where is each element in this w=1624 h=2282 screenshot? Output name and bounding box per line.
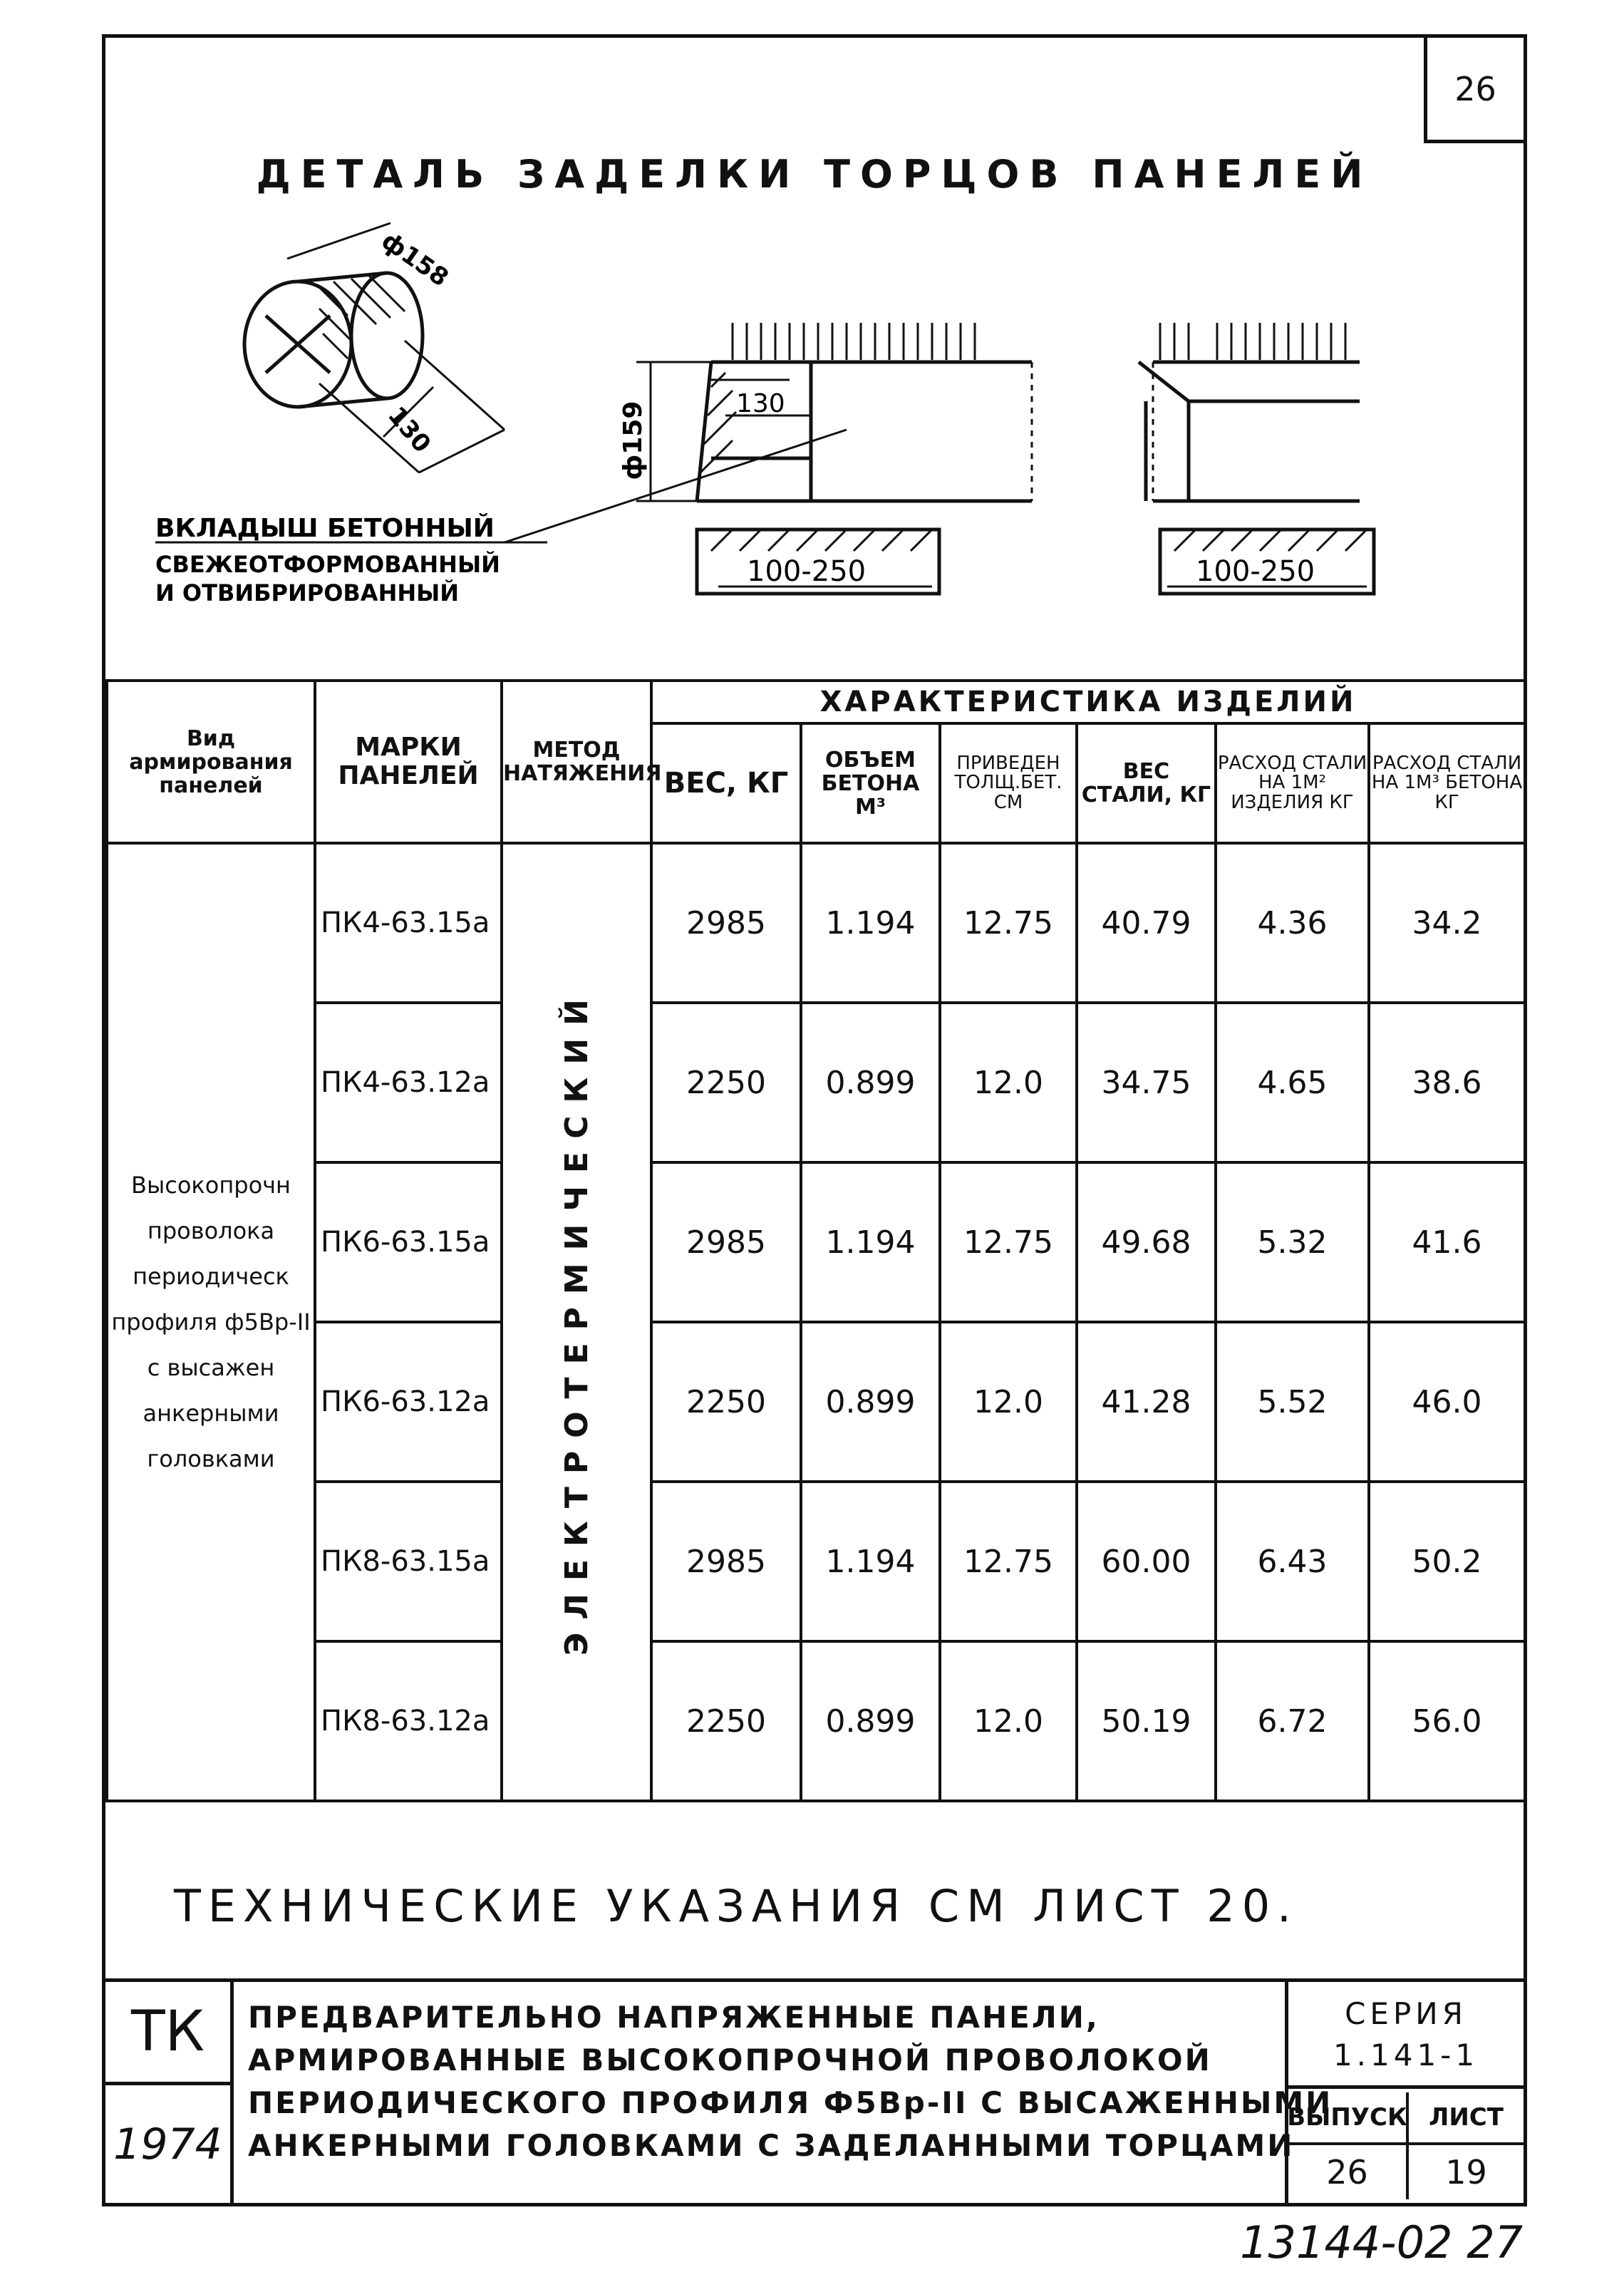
row5-weight: 2985: [651, 1482, 801, 1641]
header-concrete-volume: ОБЪЕМ БЕТОНА М³: [801, 723, 940, 843]
insert-label-1: ВКЛАДЫШ БЕТОННЫЙ: [155, 514, 495, 543]
sheet-number-box: [1424, 38, 1524, 143]
header-arm-type: Вид армирования панелей: [107, 681, 315, 843]
table-row: [107, 1641, 1525, 1801]
insert-label-2: СВЕЖЕОТФОРМОВАННЫЙ: [155, 551, 500, 578]
end-sealing-detail-drawing: [105, 202, 1524, 665]
row2-mark: ПК4-63.12а: [315, 1003, 502, 1162]
row1-mark: ПК4-63.15а: [315, 843, 502, 1003]
row2-per-m3: 38.6: [1369, 1003, 1525, 1162]
org-code: ТК: [105, 1982, 230, 2085]
row6-steel: 50.19: [1077, 1641, 1216, 1801]
row6-volume: 0.899: [801, 1641, 940, 1801]
support-left-dim: 100-250: [747, 555, 867, 588]
method-cell: [502, 843, 651, 1801]
dim-diameter-158: ф158: [376, 226, 454, 293]
table-row: [107, 1322, 1525, 1482]
row2-steel: 34.75: [1077, 1003, 1216, 1162]
dim-inner-130: 130: [736, 389, 785, 418]
row3-mark: ПК6-63.15а: [315, 1162, 502, 1322]
dim-plug-130: 130: [382, 401, 437, 459]
row3-volume: 1.194: [801, 1162, 940, 1322]
row4-thickness: 12.0: [940, 1322, 1077, 1482]
header-steel-per-m3: РАСХОД СТАЛИ НА 1М³ БЕТОНА КГ: [1369, 723, 1525, 843]
technical-note: ТЕХНИЧЕСКИЕ УКАЗАНИЯ СМ ЛИСТ 20.: [174, 1880, 1298, 1932]
concrete-insert-cylinder: [244, 223, 505, 473]
title-block-series: [1285, 1982, 1524, 2203]
sheet-number: 26: [1454, 69, 1496, 108]
row5-mark: ПК8-63.15а: [315, 1482, 502, 1641]
support-right-dim: 100-250: [1196, 555, 1315, 588]
row1-volume: 1.194: [801, 843, 940, 1003]
year: 1974: [113, 2119, 222, 2169]
row6-weight: 2250: [651, 1641, 801, 1801]
archive-stamp: 13144-02 27: [1240, 2216, 1524, 2268]
row6-per-m3: 56.0: [1369, 1641, 1525, 1801]
series-value: 1.141-1: [1333, 2038, 1479, 2072]
row1-per-m2: 4.36: [1216, 843, 1369, 1003]
table-row: [107, 1003, 1525, 1162]
row4-per-m2: 5.52: [1216, 1322, 1369, 1482]
panel-characteristics-table: [105, 679, 1526, 1802]
row3-per-m3: 41.6: [1369, 1162, 1525, 1322]
row1-per-m3: 34.2: [1369, 843, 1525, 1003]
row5-thickness: 12.75: [940, 1482, 1077, 1641]
header-marks: МАРКИ ПАНЕЛЕЙ: [315, 681, 502, 843]
row2-volume: 0.899: [801, 1003, 940, 1162]
title-block: [105, 1978, 1524, 2203]
row3-weight: 2985: [651, 1162, 801, 1322]
row5-per-m3: 50.2: [1369, 1482, 1525, 1641]
header-reduced-thickness: ПРИВЕДЕН ТОЛЩ.БЕТ. СМ: [940, 723, 1077, 843]
header-weight: ВЕС, КГ: [651, 723, 801, 843]
row2-weight: 2250: [651, 1003, 801, 1162]
row4-per-m3: 46.0: [1369, 1322, 1525, 1482]
drawing-frame: [102, 34, 1527, 2206]
row5-per-m2: 6.43: [1216, 1482, 1369, 1641]
header-characteristics: ХАРАКТЕРИСТИКА ИЗДЕЛИЙ: [651, 681, 1525, 723]
row2-thickness: 12.0: [940, 1003, 1077, 1162]
drawing-title: ДЕТАЛЬ ЗАДЕЛКИ ТОРЦОВ ПАНЕЛЕЙ: [256, 152, 1373, 197]
row3-thickness: 12.75: [940, 1162, 1077, 1322]
title-block-org: [105, 1982, 234, 2203]
row1-steel: 40.79: [1077, 843, 1216, 1003]
issue-label: ВЫПУСК: [1288, 2092, 1409, 2145]
sheet-label: ЛИСТ: [1409, 2092, 1524, 2145]
title-block-title: ПРЕДВАРИТЕЛЬНО НАПРЯЖЕННЫЕ ПАНЕЛИ, АРМИРОВАННЫЕ ВЫСОКОПРОЧНОЙ ПРОВОЛОКОЙ ПЕРИОДИЧЕСКОГО ПРОФИЛЯ Ф5Вр-II С ВЫСАЖЕННЫМИ АНКЕРНЫМИ ГОЛОВКАМИ С ЗАДЕЛАННЫМИ ТОРЦАМИ: [248, 2000, 1333, 2163]
row4-mark: ПК6-63.12а: [315, 1322, 502, 1482]
row6-mark: ПК8-63.12а: [315, 1641, 502, 1801]
row3-steel: 49.68: [1077, 1162, 1216, 1322]
row1-thickness: 12.75: [940, 843, 1077, 1003]
row5-steel: 60.00: [1077, 1482, 1216, 1641]
insert-label-3: И ОТВИБРИРОВАННЫЙ: [155, 579, 460, 606]
row3-per-m2: 5.32: [1216, 1162, 1369, 1322]
row1-weight: 2985: [651, 843, 801, 1003]
series-box: [1288, 1982, 1524, 2089]
row4-steel: 41.28: [1077, 1322, 1216, 1482]
sheet-value: 19: [1445, 2153, 1487, 2191]
row6-thickness: 12.0: [940, 1641, 1077, 1801]
panel-section: [636, 323, 1374, 594]
row6-per-m2: 6.72: [1216, 1641, 1369, 1801]
method-text: ЭЛЕКТРОТЕРМИЧЕСКИЙ: [558, 986, 595, 1656]
issue-value: 26: [1288, 2145, 1409, 2199]
table-row: [107, 1162, 1525, 1322]
row5-volume: 1.194: [801, 1482, 940, 1641]
row2-per-m2: 4.65: [1216, 1003, 1369, 1162]
row4-volume: 0.899: [801, 1322, 940, 1482]
header-steel-per-m2: РАСХОД СТАЛИ НА 1М² ИЗДЕЛИЯ КГ: [1216, 723, 1369, 843]
header-steel-weight: ВЕС СТАЛИ, КГ: [1077, 723, 1216, 843]
table-row: [107, 843, 1525, 1003]
arm-type-cell: Высокопрочн проволока периодическ профиля ф5Вр-II с высажен анкерными головками: [107, 843, 315, 1801]
table-row: [107, 1482, 1525, 1641]
row4-weight: 2250: [651, 1322, 801, 1482]
series-label: СЕРИЯ: [1345, 1996, 1467, 2031]
dim-diameter-159: ф159: [619, 401, 648, 480]
header-method: МЕТОД НАТЯЖЕНИЯ: [502, 681, 651, 843]
